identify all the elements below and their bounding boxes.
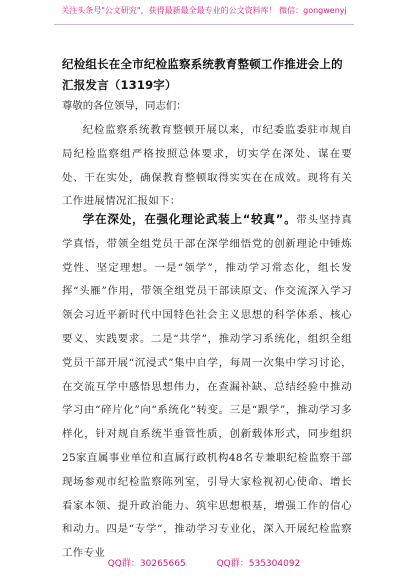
section-heading: 学在深处，在强化理论武装上“较真”。 (82, 212, 297, 226)
footer-qq-group-1: QQ群：30265665 (107, 559, 186, 569)
document-title: 纪检组长在全市纪检监察系统教育整顿工作推进会上的汇报发言（1319字） (62, 57, 343, 92)
document-greeting: 尊敬的各位领导，同志们： (62, 100, 187, 112)
paragraph-intro: 纪检监察系统教育整顿开展以来，市纪委监委驻市规自局纪检监察组严格按照总体要求，切实学在深处、谋在要处、干在实处，确保教育整顿取得实实在在成效。现将有关工作进展情况汇报如下： (62, 124, 352, 208)
paragraph-study (62, 208, 352, 566)
footer-contacts (0, 555, 408, 573)
header-divider (54, 24, 354, 25)
paragraph-study-body: 带头坚持真学真悟，带领全组党员干部在深学细悟党的创新理论中锤炼党性、坚定理想。一是“领学”，推动学习常态化，组长发挥“头雁”作用，带领全组党员干部读原文、作交流深入学习领会习近平新时代中国特色社会主义思想的科学体系、核心要义、实践要求。二是“共学”，推动学习系统化，组织全组党员干部开展“沉浸式”集中自学，每周一次集中学习讨论，在交流互学中感悟思想伟力，在查漏补缺、总结经验中推动学习由“碎片化”向“系统化”转变。三是“跟学”，推动学习多样化，针对规自系统半垂管性质，创新载体形式，同步组织25家直属事业单位和直属行政机构48名专兼职纪检监察干部现场参观市纪检监察陈列室，引导大家检视初心使命、增长看家本领、提升政治能力、筑牢思想根基，增强工作的信心和动力。四是“专学”，推动学习专业化，深入开展纪检监察工作专业 (62, 214, 352, 560)
footer-qq-group-2: QQ群：535304092 (216, 559, 301, 569)
header-banner: 关注头条号"公文研究"，获得最新最全最专业的公文资料库！ 微信：gongwenyj (61, 6, 347, 15)
